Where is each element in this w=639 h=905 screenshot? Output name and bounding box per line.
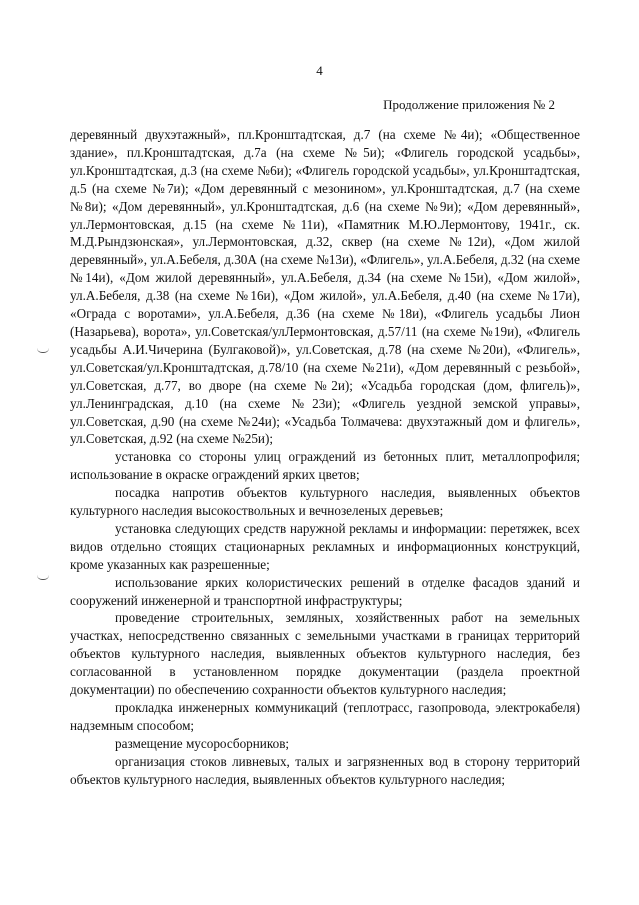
paragraph: использование ярких колористических решений в отделке фасадов зданий и сооружений инженерной и транспортной инфраструктуры; (70, 574, 580, 608)
margin-mark (37, 575, 49, 580)
paragraph: посадка напротив объектов культурного наследия, выявленных объектов культурного наследия высокоствольных и вечнозеленых деревьев; (70, 485, 580, 519)
paragraph: деревянный двухэтажный», пл.Кронштадтская, д.7 (на схеме №4и); «Общественное здание», пл.Кронштадтская, д.7а (на схеме №5и); «Флигель городской усадьбы», ул.Кронштадтская, д.3 (на схеме №6и); «Флигель городской усадьбы», ул.Кронштадтская, д.5 (на схеме №7и); «Дом деревянный с мезонином», ул.Кронштадтская, д.7 (на схеме №8и); «Дом деревянный», ул.Кронштадтская, д.6 (на схеме №9и); «Дом деревянный», ул.Лермонтовская, д.15 (на схеме №11и), «Памятник М.Ю.Лермонтову, 1941г., ск. М.Д.Рындзюнская», ул.Лермонтовская, д.32, сквер (на схеме №12и), «Дом жилой деревянный», ул.А.Бебеля, д.30А (на схеме №13и), «Флигель», ул.А.Бебеля, д.32 (на схеме №14и), «Дом жилой деревянный», ул.А.Бебеля, д.34 (на схеме №15и), «Дом жилой», ул.А.Бебеля, д.38 (на схеме №16и), «Дом жилой», ул.А.Бебеля, д.40 (на схеме №17и), «Ограда с воротами», ул.А.Бебеля, д.36 (на схеме №18и), «Флигель усадьбы Лион (Назарьева), ворота», ул.Советская/улЛермонтовская, д.57/11 (на схеме №19и), «Флигель усадьбы А.И.Чичерина (Булгаковой)», ул.Советская, д.78 (на схеме №20и), «Флигель», ул.Советская/ул.Кронштадтская, д.78/10 (на схеме №21и), «Дом деревянный с резьбой», ул.Советская, д.77, во дворе (на схеме №2и); «Усадьба городская (дом, флигель)», ул.Ленинградская, д.10 (на схеме №23и); «Флигель уездной земской управы», ул.Советская, д.90 (на схеме №24и); «Усадьба Толмачева: двухэтажный дом и флигель», ул.Советская, д.92 (на схеме №25и); (70, 127, 580, 447)
paragraph: установка со стороны улиц ограждений из бетонных плит, металлопрофиля; использование в окраске ограждений ярких цветов; (70, 449, 580, 483)
paragraph: установка следующих средств наружной рекламы и информации: перетяжек, всех видов отдельно стоящих стационарных рекламных и информационных конструкций, кроме указанных как разрешенные; (70, 520, 580, 572)
paragraph: размещение мусоросборников; (115, 735, 290, 751)
paragraph: организация стоков ливневых, талых и загрязненных вод в сторону территорий объектов культурного наследия, выявленных объектов культурного наследия; (70, 753, 580, 787)
margin-mark (37, 348, 49, 353)
paragraph: прокладка инженерных коммуникаций (теплотрасс, газопровода, электрокабеля) надземным способом; (70, 700, 580, 733)
document-body (70, 126, 580, 789)
page-number: 4 (316, 63, 323, 78)
paragraph: проведение строительных, земляных, хозяйственных работ на земельных участках, непосредственно связанных с земельными участками в границах территорий объектов культурного наследия, выявленных объектов культурного наследия, без согласованной в установленном порядке документации (раздела проектной документации) по обеспечению сохранности объектов культурного наследия; (70, 610, 580, 698)
appendix-continuation-header: Продолжение приложения № 2 (383, 97, 555, 112)
